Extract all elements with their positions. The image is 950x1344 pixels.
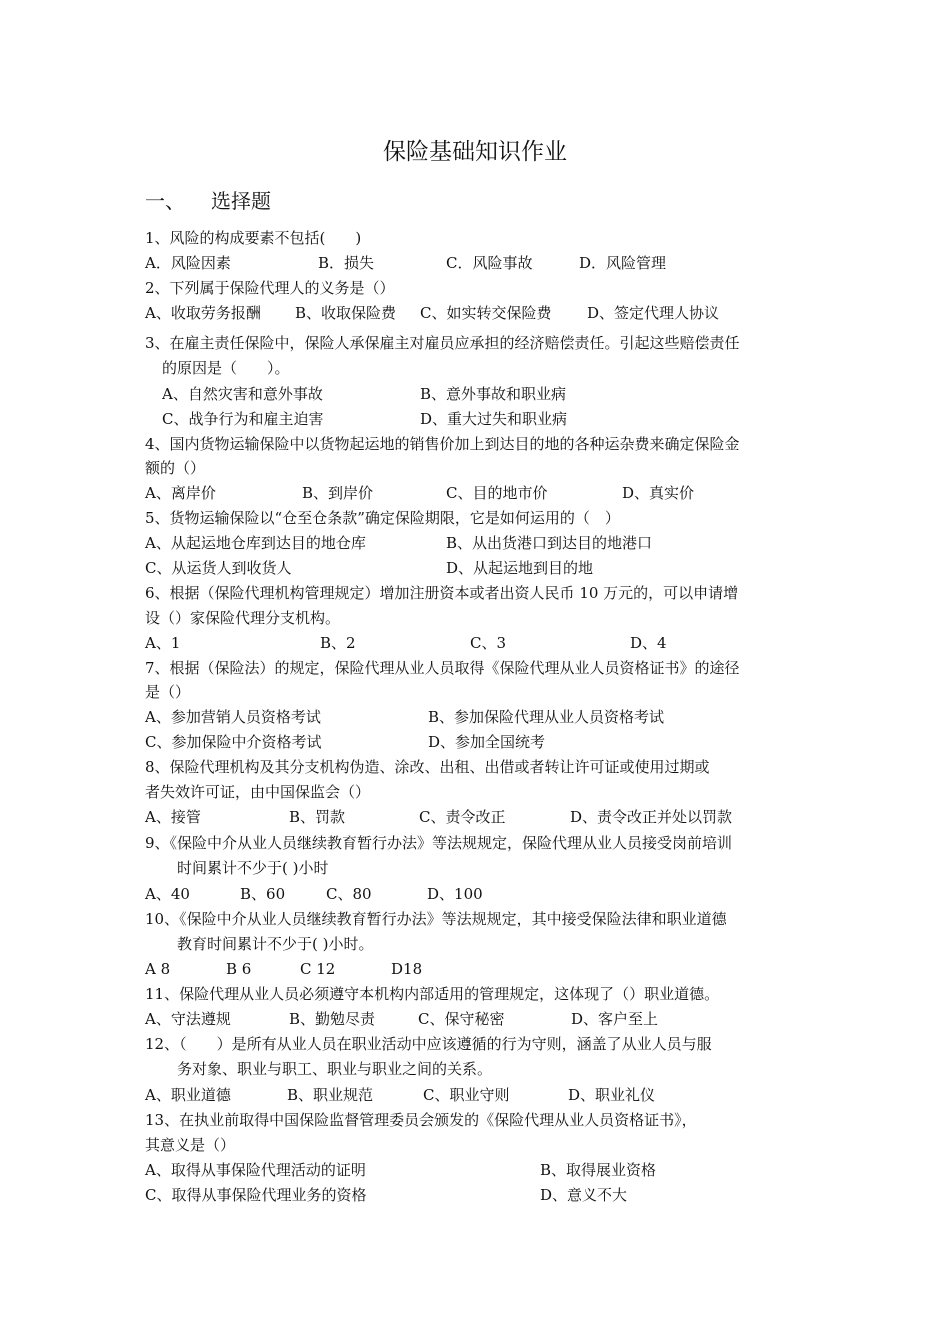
question-11-option-a: A、守法遵规: [145, 1010, 231, 1028]
document-title: 保险基础知识作业: [383, 139, 567, 165]
question-3-option-c: C、战争行为和雇主迫害: [162, 410, 324, 428]
question-11-option-d: D、客户至上: [571, 1010, 659, 1028]
question-13-option-b: B、取得展业资格: [540, 1161, 657, 1179]
question-8-option-b: B、罚款: [289, 808, 346, 826]
question-4-option-b: B、到岸价: [302, 484, 374, 502]
question-10-option-b: B 6: [226, 960, 252, 978]
question-5-text: 5、货物运输保险以“仓至仓条款”确定保险期限，它是如何运用的（ ）: [145, 509, 620, 527]
question-8-option-a: A、接管: [145, 808, 201, 826]
question-10-option-a: A 8: [145, 960, 171, 978]
question-1-option-c: C．风险事故: [446, 254, 533, 272]
question-9-text: 9、《保险中介从业人员继续教育暂行办法》等法规规定，保险代理从业人员接受岗前培训: [145, 834, 733, 852]
question-1-option-a: A．风险因素: [145, 254, 231, 272]
question-3-text: 3、在雇主责任保险中，保险人承保雇主对雇员应承担的经济赔偿责任。引起这些赔偿责任: [145, 334, 740, 352]
question-5-option-d: D、从起运地到目的地: [446, 559, 594, 577]
question-13-option-a: A、取得从事保险代理活动的证明: [145, 1161, 366, 1179]
question-11-option-b: B、勤勉尽责: [289, 1010, 376, 1028]
question-5-option-c: C、从运货人到收货人: [145, 559, 292, 577]
question-6-option-b: B、2: [320, 634, 356, 652]
question-4-option-d: D、真实价: [622, 484, 695, 502]
question-3-text-cont: 的原因是（ ）。: [162, 359, 290, 377]
question-9-text-cont: 时间累计不少于( )小时: [177, 859, 329, 877]
question-2-option-c: C、如实转交保险费: [420, 304, 552, 322]
question-9-option-c: C、80: [326, 885, 372, 903]
question-8-text: 8、保险代理机构及其分支机构伪造、涂改、出租、出借或者转让许可证或使用过期或: [145, 758, 710, 776]
question-12-text-cont: 务对象、职业与职工、职业与职业之间的关系。: [177, 1060, 493, 1078]
question-10-text-cont: 教育时间累计不少于( )小时。: [177, 935, 374, 953]
section-name: 选择题: [211, 189, 271, 213]
question-1-option-d: D．风险管理: [579, 254, 667, 272]
question-12-option-d: D、职业礼仪: [568, 1086, 656, 1104]
question-8-option-d: D、责令改正并处以罚款: [570, 808, 733, 826]
question-9-option-d: D、100: [427, 885, 483, 903]
question-7-option-d: D、参加全国统考: [428, 733, 546, 751]
question-7-text: 7、根据（保险法）的规定，保险代理从业人员取得《保险代理从业人员资格证书》的途径: [145, 659, 740, 677]
question-12-option-a: A、职业道德: [145, 1086, 231, 1104]
question-1-option-b: B．损失: [318, 254, 375, 272]
question-1-text: 1、风险的构成要素不包括( ): [145, 229, 362, 247]
question-5-option-b: B、从出货港口到达目的地港口: [446, 534, 653, 552]
question-7-option-b: B、参加保险代理从业人员资格考试: [428, 708, 665, 726]
question-13-text: 13、在执业前取得中国保险监督管理委员会颁发的《保险代理从业人员资格证书》，: [145, 1111, 697, 1129]
question-2-option-d: D、签定代理人协议: [587, 304, 720, 322]
question-7-option-a: A、参加营销人员资格考试: [145, 708, 321, 726]
question-7-text-cont: 是（）: [145, 683, 191, 701]
question-6-text-cont: 设（）家保险代理分支机构。: [145, 609, 341, 627]
question-6-option-c: C、3: [470, 634, 507, 652]
question-6-option-a: A、1: [145, 634, 181, 652]
question-3-option-b: B、意外事故和职业病: [420, 385, 567, 403]
question-4-option-c: C、目的地市价: [446, 484, 548, 502]
question-12-option-b: B、职业规范: [287, 1086, 374, 1104]
question-10-text: 10、《保险中介从业人员继续教育暂行办法》等法规规定，其中接受保险法律和职业道德: [145, 910, 727, 928]
question-6-option-d: D、4: [630, 634, 667, 652]
question-12-option-c: C、职业守则: [423, 1086, 510, 1104]
section-number: 一、: [145, 189, 185, 213]
question-8-text-cont: 者失效许可证，由中国保监会（）: [145, 783, 371, 801]
question-4-option-a: A、离岸价: [145, 484, 216, 502]
question-2-option-a: A、收取劳务报酬: [145, 304, 261, 322]
question-2-text: 2、下列属于保险代理人的义务是（）: [145, 279, 395, 297]
question-3-option-a: A、自然灾害和意外事故: [162, 385, 323, 403]
question-4-text-cont: 额的（）: [145, 459, 206, 477]
question-13-option-c: C、取得从事保险代理业务的资格: [145, 1186, 367, 1204]
question-4-text: 4、国内货物运输保险中以货物起运地的销售价加上到达目的地的各种运杂费来确定保险金: [145, 435, 740, 453]
question-11-text: 11、保险代理从业人员必须遵守本机构内部适用的管理规定，这体现了（）职业道德。: [145, 985, 720, 1003]
question-11-option-c: C、保守秘密: [418, 1010, 505, 1028]
question-8-option-c: C、责令改正: [419, 808, 506, 826]
question-10-option-d: D18: [391, 960, 423, 978]
question-9-option-b: B、60: [240, 885, 286, 903]
question-12-text: 12、（ ）是所有从业人员在职业活动中应该遵循的行为守则，涵盖了从业人员与服: [145, 1035, 712, 1053]
question-2-option-b: B、收取保险费: [295, 304, 397, 322]
question-7-option-c: C、参加保险中介资格考试: [145, 733, 322, 751]
section-heading: [145, 187, 271, 215]
question-10-option-c: C 12: [300, 960, 336, 978]
question-9-option-a: A、40: [145, 885, 190, 903]
question-3-option-d: D、重大过失和职业病: [420, 410, 568, 428]
question-13-text-cont: 其意义是（）: [145, 1136, 236, 1154]
question-6-text: 6、根据（保险代理机构管理规定）增加注册资本或者出资人民币 10 万元的，可以申请增: [145, 584, 739, 602]
question-5-option-a: A、从起运地仓库到达目的地仓库: [145, 534, 366, 552]
question-13-option-d: D、意义不大: [540, 1186, 628, 1204]
